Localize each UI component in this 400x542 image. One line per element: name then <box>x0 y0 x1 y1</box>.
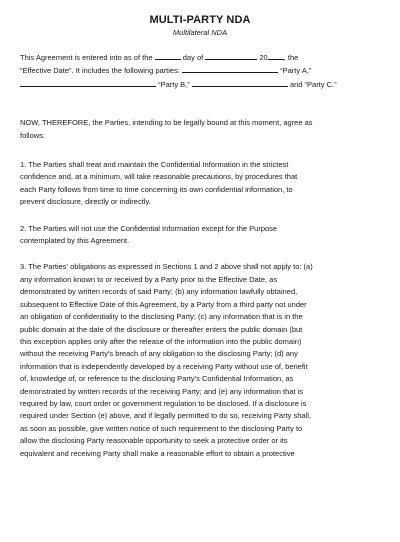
day-blank[interactable] <box>155 51 181 60</box>
section-3-paragraph <box>20 261 380 460</box>
text-line: follows: <box>20 130 46 140</box>
intro-text-1a: This Agreement is entered into as of the <box>20 53 153 62</box>
document-subtitle: Multilateral NDA <box>172 28 228 37</box>
intro-text-2b: “Party A,” <box>280 66 312 76</box>
text-line: without the receiving Party's breach of any obligation to the disclosing Party; (d) any <box>20 349 298 359</box>
intro-paragraph <box>20 51 380 91</box>
text-line: 2. The Parties will not use the Confidential Information except for the Purpose <box>20 223 278 233</box>
text-line: required by law, court order or government regulation to be disclosed. If a disclosure is <box>20 398 307 408</box>
intro-line-1 <box>20 51 380 64</box>
intro-line-2 <box>20 64 380 77</box>
text-line: 3. The Parties' obligations as expressed in Sections 1 and 2 above shall not apply to: (a) <box>20 262 313 272</box>
party-b-blank[interactable] <box>20 78 156 87</box>
text-line: each Party follows from time to time concerning its own confidential information, to <box>20 184 293 194</box>
now-therefore-paragraph <box>20 117 380 142</box>
text-line: this exception applies only after the release of the information into the public domain) <box>20 336 302 346</box>
text-line: subsequent to Effective Date of this Agreement, by a Party from a third party not under <box>20 299 307 309</box>
text-line: contemplated by this Agreement. <box>20 236 130 246</box>
text-line: required under Section (e) above, and if legally permitted to do so, receiving Party shall, <box>20 411 311 421</box>
text-line: confidence and, at a minimum, will take reasonable precautions, by procedures that <box>20 172 298 182</box>
text-line: demonstrated by written records of the receiving Party; and (e) any information that is <box>20 386 304 396</box>
text-line: public domain at the date of the disclosure or thereafter enters the public domain (but <box>20 324 303 334</box>
intro-text-1b: day of <box>182 53 204 62</box>
text-line: of, knowledge of, or reference to the disclosing Party's Confidential Information, as <box>20 374 294 384</box>
text-line: an obligation of confidentiality to the disclosing Party; (c) any information that is in the <box>20 312 303 322</box>
intro-text-2a: “Effective Date”. It includes the following parties: <box>20 66 180 76</box>
intro-text-3b: and “Party C.” <box>289 79 337 89</box>
intro-text-1c: 20 <box>259 53 268 62</box>
text-line: demonstrated by written records of said Party; (b) any information lawfully obtained, <box>20 287 298 297</box>
text-line: prevent disclosure, directly or indirectly. <box>20 197 151 207</box>
text-line: equivalent and receiving Party shall make a reasonable effort to obtain a protective <box>20 448 295 458</box>
section-2-paragraph <box>20 223 380 248</box>
year-blank[interactable] <box>268 51 284 60</box>
text-line: 1. The Parties shall treat and maintain the Confidential Information in the strictest <box>20 160 289 170</box>
party-c-blank[interactable] <box>192 78 288 87</box>
month-blank[interactable] <box>205 51 257 60</box>
text-line: allow the disclosing Party reasonable opportunity to seek a protective order or its <box>20 436 288 446</box>
intro-line-3 <box>20 78 380 91</box>
intro-text-1d: , the <box>283 53 299 62</box>
text-line: any information known to or received by a Party prior to the Effective Date, as <box>20 274 278 284</box>
intro-text-3a: “Party B,” <box>158 79 190 89</box>
text-line: NOW, THEREFORE, the Parties, intending to be legally bound at this moment, agree as <box>20 118 313 128</box>
party-a-blank[interactable] <box>182 64 278 73</box>
section-1-paragraph <box>20 159 380 209</box>
text-line: information that is independently developed by a receiving Party without use of, benefit <box>20 361 308 371</box>
document-title: MULTI-PARTY NDA <box>149 14 251 26</box>
text-line: as soon as possible, give written notice of such requirement to the disclosing Party to <box>20 423 303 433</box>
